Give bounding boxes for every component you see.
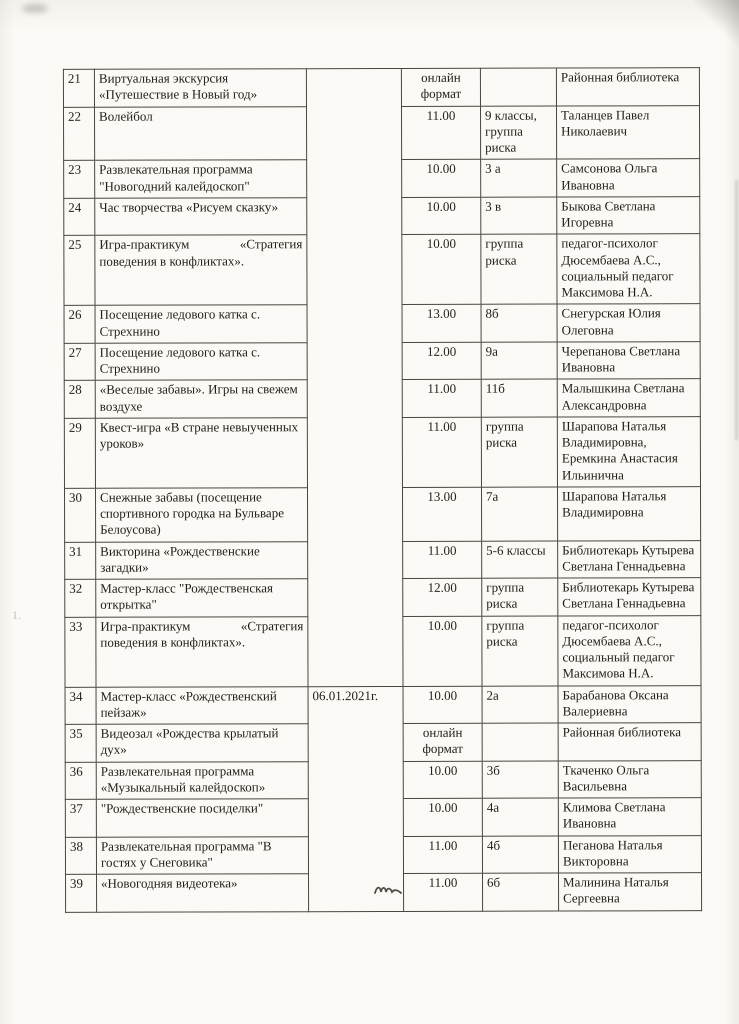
- cell-group: 9 классы, группа риска: [480, 106, 556, 160]
- cell-event: Посещение ледового катка с. Стрехнино: [95, 305, 307, 343]
- cell-time: 11.00: [401, 106, 480, 160]
- cell-event: "Рождественские посиделки": [96, 799, 308, 837]
- table-row: [63, 68, 699, 107]
- cell-group: 9а: [481, 342, 557, 380]
- cell-responsible: Малинина Наталья Сергеевна: [559, 873, 702, 911]
- cell-event: Развлекательная программа "Новогодний калейдоскоп": [95, 160, 307, 198]
- cell-time: онлайн формат: [403, 723, 482, 761]
- cell-time: 10.00: [403, 686, 482, 724]
- cell-event: Час творчества «Рисуем сказку»: [95, 197, 307, 235]
- cell-number: 25: [64, 236, 95, 306]
- scan-artifact-edge-streak: [735, 180, 738, 440]
- scan-artifact-smudge: [22, 4, 48, 13]
- cell-responsible: Барабанова Оксана Валериевна: [558, 685, 701, 723]
- cell-number: 28: [64, 381, 95, 419]
- cell-group: 3 а: [481, 159, 557, 197]
- cell-time: 10.00: [403, 761, 482, 799]
- cell-event: Викторина «Рождественские загадки»: [96, 541, 308, 579]
- cell-number: 30: [64, 488, 95, 542]
- cell-event: Виртуальная экскурсия «Путешествие в Новый год»: [94, 69, 306, 107]
- cell-number: 31: [65, 542, 96, 580]
- cell-time: 10.00: [403, 616, 482, 686]
- cell-time: 10.00: [402, 159, 481, 197]
- table-row: [65, 685, 701, 724]
- cell-number: 35: [65, 724, 96, 762]
- cell-date: 06.01.2021г.: [308, 686, 404, 911]
- cell-number: 34: [65, 687, 96, 725]
- cell-responsible: Шарапова Наталья Владимировна: [557, 486, 700, 540]
- cell-event: Мастер-класс «Рождественский пейзаж»: [96, 686, 308, 724]
- cell-responsible: Районная библиотека: [556, 68, 699, 106]
- cell-time: 13.00: [402, 487, 481, 541]
- cell-group: 4а: [482, 798, 558, 836]
- cell-responsible: Библиотекарь Кутырева Светлана Геннадьевна: [558, 540, 701, 578]
- cell-number: 27: [64, 343, 95, 381]
- cell-number: 24: [64, 198, 95, 236]
- cell-responsible: Самсонова Ольга Ивановна: [557, 159, 700, 197]
- cell-responsible: Библиотекарь Кутырева Светлана Геннадьевна: [558, 578, 701, 616]
- cell-time: 11.00: [402, 417, 481, 487]
- cell-responsible: Черепанова Светлана Ивановна: [557, 341, 700, 379]
- cell-number: 29: [64, 418, 95, 488]
- cell-time: 10.00: [402, 234, 481, 304]
- cell-group: 3б: [482, 761, 558, 799]
- cell-number: 39: [66, 874, 97, 912]
- cell-number: 32: [65, 579, 96, 617]
- cell-number: 38: [65, 837, 96, 875]
- cell-group: группа риска: [481, 234, 557, 304]
- cell-responsible: Климова Светлана Ивановна: [558, 798, 701, 836]
- cell-time: 11.00: [403, 836, 482, 874]
- cell-number: 26: [64, 306, 95, 344]
- cell-event: Развлекательная программа «Музыкальный калейдоскоп»: [96, 761, 308, 799]
- cell-number: 23: [64, 161, 95, 199]
- cell-time: 11.00: [402, 379, 481, 417]
- cell-event: Мастер-класс "Рождественская открытка": [96, 579, 308, 617]
- cell-responsible: Районная библиотека: [558, 723, 701, 761]
- cell-group: группа риска: [482, 578, 558, 616]
- cell-time: 11.00: [404, 873, 483, 911]
- cell-responsible: Ткаченко Ольга Васильевна: [558, 760, 701, 798]
- cell-time: 11.00: [403, 541, 482, 579]
- cell-group: 3 в: [481, 197, 557, 235]
- cell-group: [482, 723, 558, 761]
- cell-responsible: Шарапова Наталья Владимировна, Еремкина Анастасия Ильинична: [557, 416, 700, 486]
- schedule-table: [63, 67, 702, 912]
- cell-responsible: Быкова Светлана Игоревна: [557, 196, 700, 234]
- cell-time: 10.00: [403, 798, 482, 836]
- cell-time: онлайн формат: [401, 68, 480, 106]
- cell-time: 12.00: [402, 342, 481, 380]
- cell-event: «Новогодняя видеотека»: [97, 874, 309, 912]
- cell-group: группа риска: [481, 417, 557, 487]
- cell-date: [306, 68, 403, 686]
- cell-event: Волейбол: [94, 106, 306, 160]
- cell-number: 21: [63, 69, 94, 107]
- margin-mark: 1.: [12, 608, 21, 622]
- cell-responsible: Снегурская Юлия Олеговна: [557, 304, 700, 342]
- cell-responsible: педагог-психолог Дюсембаева А.С., социальный педагог Максимова Н.А.: [558, 615, 701, 685]
- cell-responsible: Малышкина Светлана Александровна: [557, 379, 700, 417]
- cell-group: 8б: [481, 304, 557, 342]
- cell-responsible: Пеганова Наталья Викторовна: [558, 835, 701, 873]
- cell-event: Посещение ледового катка с. Стрехнино: [95, 342, 307, 380]
- cell-group: 4б: [482, 836, 558, 874]
- cell-time: 10.00: [402, 197, 481, 235]
- cell-time: 12.00: [403, 578, 482, 616]
- cell-group: 2а: [482, 686, 558, 724]
- cell-group: 5-6 классы: [482, 541, 558, 579]
- cell-group: 7а: [481, 487, 557, 541]
- cell-event: Развлекательная программа "В гостях у Снеговика": [96, 836, 308, 874]
- cell-group: группа риска: [482, 616, 558, 686]
- cell-number: 37: [65, 799, 96, 837]
- scan-artifact-corner-shadow: [693, 0, 739, 64]
- cell-group: 11б: [481, 379, 557, 417]
- cell-event: Видеозал «Рождества крылатый дух»: [96, 724, 308, 762]
- cell-event: Игра-практикум «Стратегия поведения в конфликтах».: [95, 235, 307, 306]
- cell-group: 6б: [483, 873, 559, 911]
- cell-group: [480, 68, 556, 106]
- cell-event: Игра-практикум «Стратегия поведения в конфликтах».: [96, 616, 308, 687]
- cell-responsible: Таланцев Павел Николаевич: [556, 105, 699, 159]
- cell-event: Квест-игра «В стране невыученных уроков»: [95, 417, 307, 488]
- cell-number: 33: [65, 617, 96, 687]
- cell-event: «Веселые забавы». Игры на свежем воздухе: [95, 380, 307, 418]
- cell-number: 36: [65, 762, 96, 800]
- schedule-table-body: [63, 68, 701, 912]
- cell-responsible: педагог-психолог Дюсембаева А.С., социальный педагог Максимова Н.А.: [557, 234, 700, 304]
- cell-time: 13.00: [402, 304, 481, 342]
- cell-event: Снежные забавы (посещение спортивного городка на Бульваре Белоусова): [95, 487, 307, 541]
- cell-number: 22: [63, 107, 94, 161]
